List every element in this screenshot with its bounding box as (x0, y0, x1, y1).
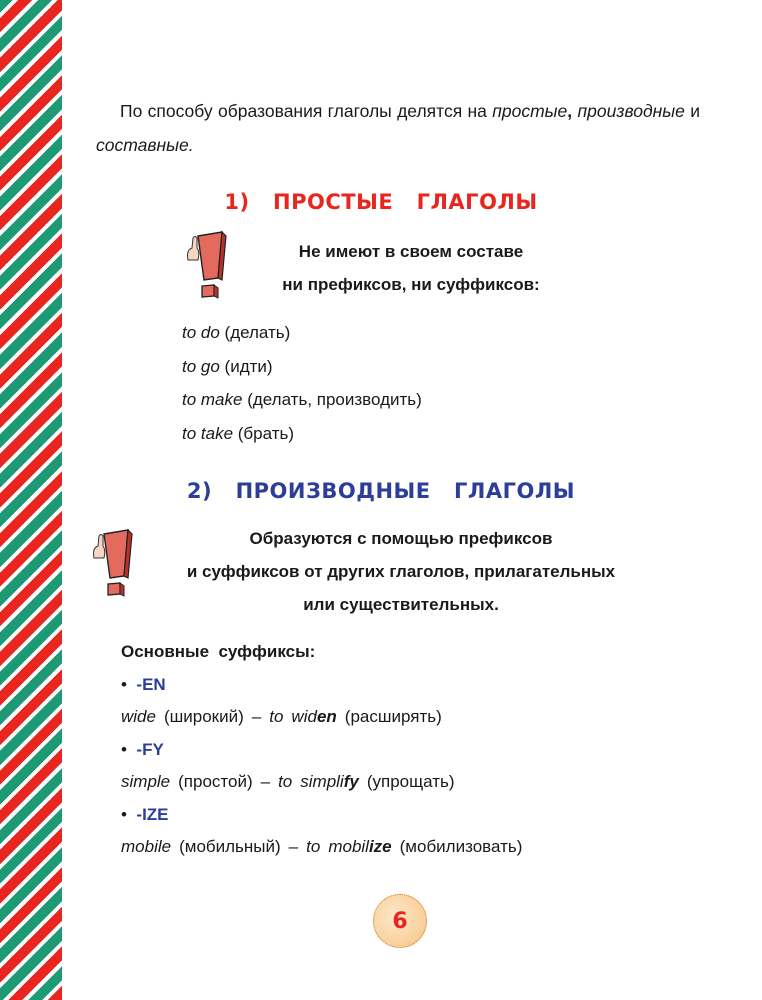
suffix-label: -FY (136, 739, 164, 759)
intro-paragraph (96, 94, 700, 162)
section1-note (30, 235, 762, 301)
example-item: to go (идти) (182, 356, 273, 376)
suffix-example: mobile (мобильный) – to mobilize (мобилизовать) (121, 837, 523, 856)
section2-note-line2: и суффиксов от других глаголов, прилагательных (186, 562, 616, 581)
page-number: 6 (373, 894, 427, 948)
suffix-item (121, 734, 522, 767)
intro-comma: , (567, 101, 573, 121)
example-item: to do (делать) (182, 323, 291, 342)
suffix-list (121, 636, 522, 864)
bullet: • (121, 739, 127, 759)
section1-note-line1: Не имеют в своем составе (298, 242, 524, 261)
intro-simple: простые (492, 101, 568, 121)
example-item: to make (делать, производить) (182, 390, 422, 409)
suffix-example: wide (широкий) – to widen (расширять) (121, 707, 442, 726)
intro-derived: производные (577, 101, 685, 121)
suffix-label: -IZE (136, 804, 169, 824)
section2-note-line3: или существительных. (303, 595, 499, 614)
example-item: to take (брать) (182, 423, 295, 443)
section1-heading: 1) ПРОСТЫЕ ГЛАГОЛЫ (224, 190, 538, 214)
section1-examples (182, 316, 422, 450)
intro-compound: составные. (96, 135, 194, 155)
suffix-example: simple (простой) – to simplify (упрощать) (121, 772, 455, 791)
suffix-label: -EN (136, 674, 166, 694)
bullet: • (121, 804, 127, 824)
suffixes-title: Основные суффиксы: (121, 642, 316, 661)
suffix-item (121, 669, 522, 702)
section2-heading: 2) ПРОИЗВОДНЫЕ ГЛАГОЛЫ (186, 479, 576, 503)
section2-note-line1: Образуются с помощью префиксов (249, 529, 553, 548)
section1-note-line2: ни префиксов, ни суффиксов: (282, 275, 540, 294)
intro-text: По способу образования глаголы делятся на (120, 101, 493, 121)
bullet: • (121, 674, 127, 694)
section2-note (36, 522, 762, 621)
intro-and: и (684, 101, 700, 121)
suffix-item (121, 799, 522, 832)
